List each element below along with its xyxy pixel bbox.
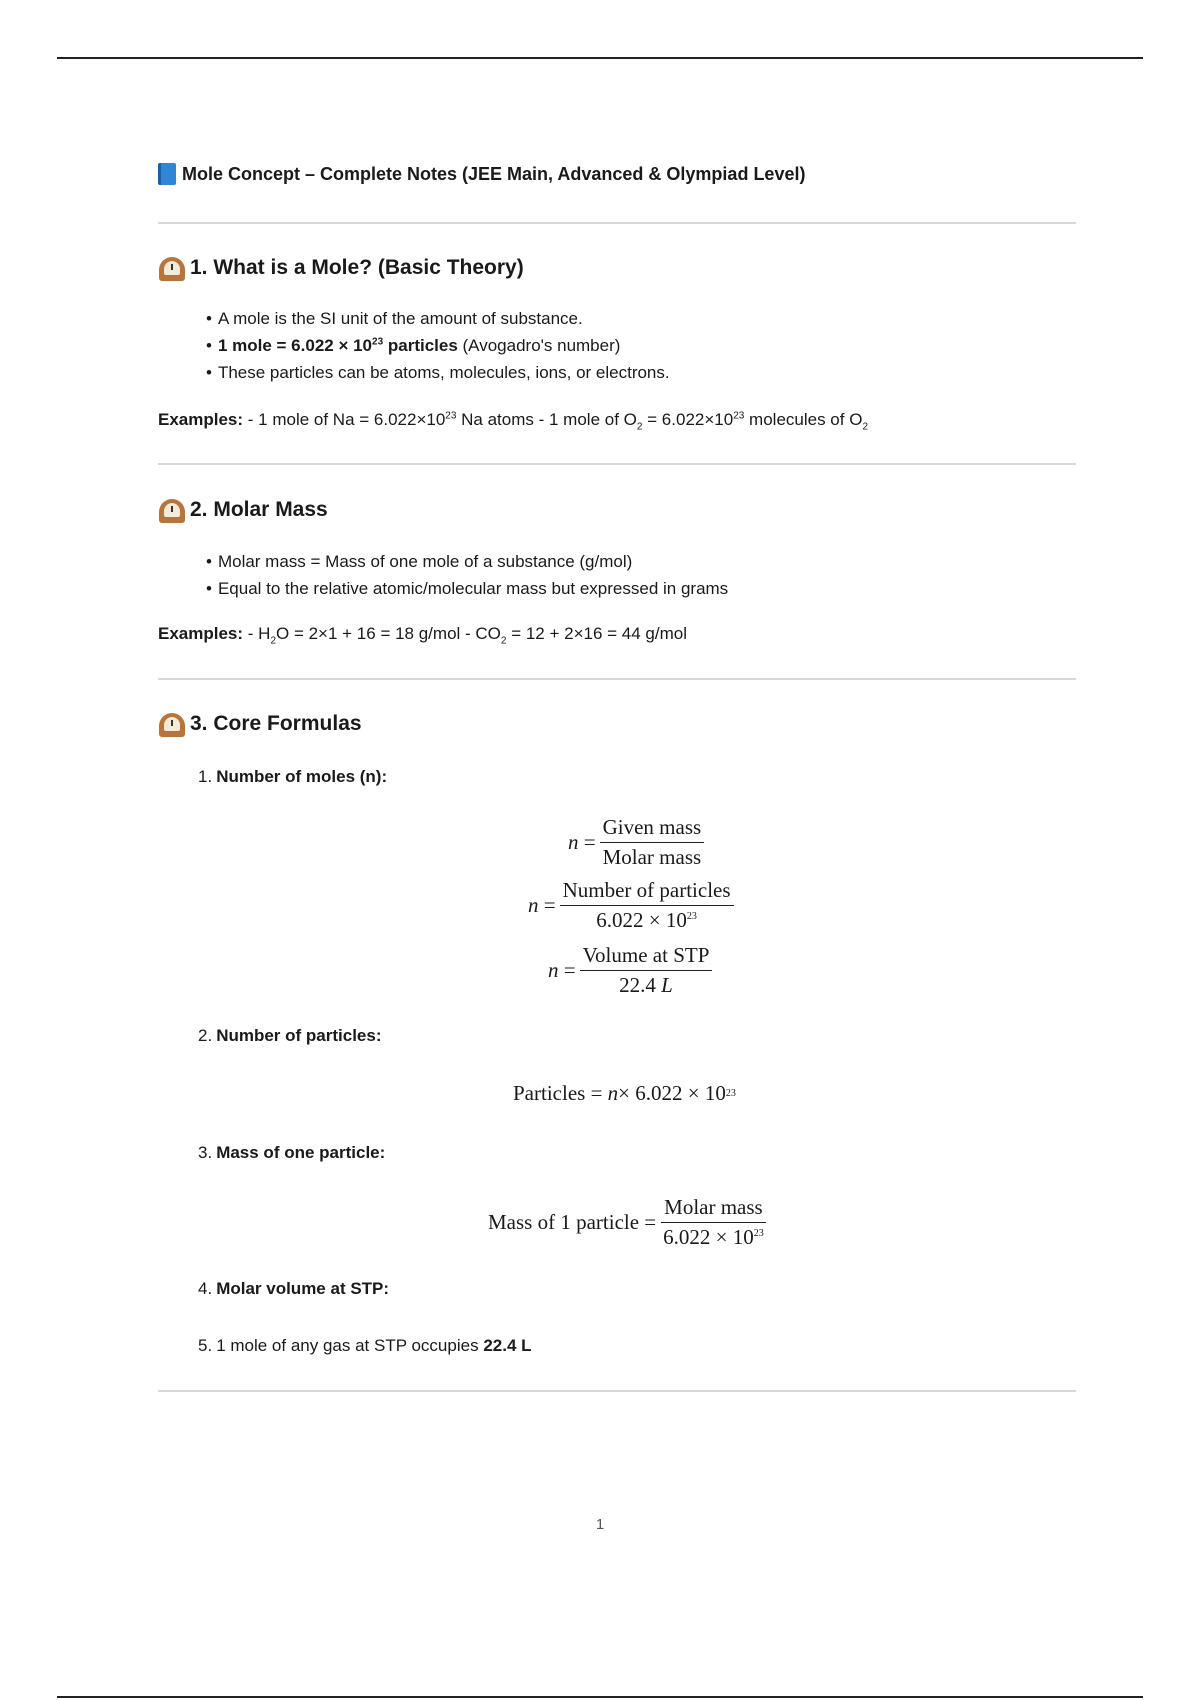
page-top-rule [57,57,1143,59]
examples-line: Examples: - $H_2O = 2\times 1 + 16 = 18$ $g/mol - CO_2 = 12 + 2\times 16 = 44$ g/mol [158,624,687,647]
section-divider [158,1390,1076,1392]
examples-line: Examples: - 1 mole of $Na = 6.022\times 10^{23}$ Na atoms - 1 mole of $O_2 = 6.022\times 10^{23}$ molecules of $O_2$ [158,410,868,433]
bullet-list [206,548,728,602]
page-number: 1 [595,1516,605,1533]
document-title [158,163,805,185]
list-item: 4. Molar volume at STP: [198,1279,390,1298]
bullet-list [206,305,670,386]
book-icon [158,163,176,185]
formula-moles-mass: n = $\frac{\text{Given mass}}{\text{Molar mass}}$ [568,815,708,870]
list-item: • 1 mole = $6.022 \times 10^{23}$ particles (Avogadro's number) [206,332,670,359]
list-item: • Molar mass = Mass of one mole of a substance (g/mol) [206,548,728,575]
list-item: • A mole is the SI unit of the amount of substance. [206,305,670,332]
list-item: 1. Number of moles (n): [198,767,388,786]
list-item: • Equal to the relative atomic/molecular mass but expressed in grams [206,575,728,602]
list-item: 5. 1 mole of any gas at STP occupies 22.4 L [198,1336,532,1355]
mantelpiece-clock-icon [158,497,186,523]
section-heading-text: 3. Core Formulas [190,712,362,735]
section-heading-core-formulas [158,711,362,737]
section-heading-molar-mass [158,497,328,523]
section-heading-mole [158,255,524,281]
mantelpiece-clock-icon [158,711,186,737]
list-item: • These particles can be atoms, molecules, ions, or electrons. [206,359,670,386]
page-bottom-rule [57,1696,1143,1698]
formula-particles: Particles = n × 6.022 × 10 23 [513,1081,736,1105]
formula-moles-particles: n = $\frac{\text{Number of particles}}{6.022 \times 10^{23}}$ [528,878,738,933]
document-title-text: Mole Concept – Complete Notes (JEE Main, Advanced & Olympiad Level) [182,163,806,184]
section-heading-text: 2. Molar Mass [190,498,328,521]
section-heading-text: 1. What is a Mole? (Basic Theory) [190,256,524,279]
section-divider [158,463,1076,465]
list-item: 3. Mass of one particle: [198,1143,386,1162]
formula-moles-volume: n = $\frac{\text{Volume at STP}}{22.4 L}$ [548,943,716,998]
section-divider [158,222,1076,224]
section-divider [158,678,1076,680]
mantelpiece-clock-icon [158,255,186,281]
list-item: 2. Number of particles: [198,1026,382,1045]
formula-mass-one-particle: Mass of 1 particle = $\frac{\text{Molar mass}}{6.022 \times 10^{23}}$ [488,1195,764,1249]
